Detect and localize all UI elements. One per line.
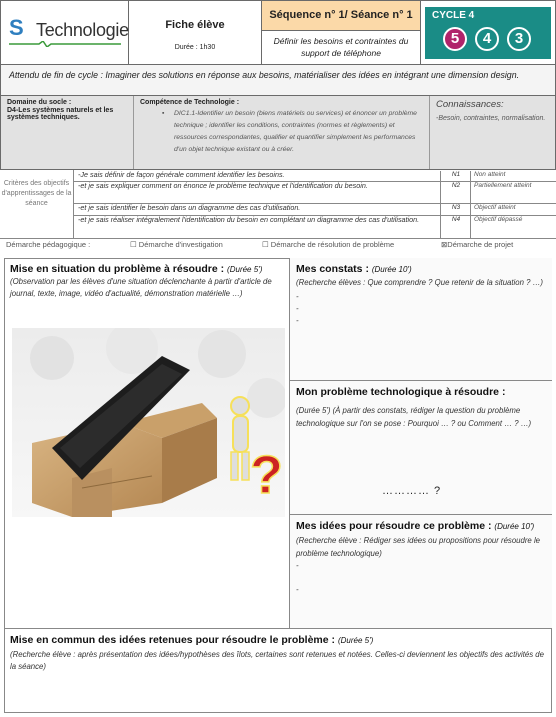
- critere-level: Objectif atteint: [470, 204, 556, 216]
- mise-en-situation-title: [10, 263, 283, 275]
- probleme-dots: ………… ?: [382, 485, 442, 497]
- probleme-title: Mon problème technologique à résoudre :: [296, 386, 506, 398]
- constats-dash: -: [296, 303, 299, 313]
- logo-s: S: [9, 15, 24, 40]
- cycle-badge: [425, 7, 551, 59]
- cycle-label: CYCLE 4: [432, 10, 475, 21]
- logo-pulse-icon: [9, 41, 121, 47]
- commun-duration: (Durée 5'): [337, 636, 374, 645]
- demarche-resolution-checkbox[interactable]: ☐ Démarche de résolution de problème: [262, 240, 395, 249]
- commun-title: [10, 634, 546, 646]
- critere-level: Partiellement atteint: [470, 182, 556, 204]
- constats-title-text: Mes constats :: [296, 263, 369, 275]
- attendu-fin-cycle: Attendu de fin de cycle : Imaginer des solutions en réponse aux besoins, matérialiser des idées en intégrant une dimension design.: [0, 65, 556, 96]
- sequence-title: Séquence n° 1/ Séance n° 1: [262, 1, 420, 31]
- cycle-number-3: 3: [507, 27, 531, 51]
- mise-body: (Observation par les élèves d'une situation déclenchante à partir d'article de journal, texte, image, vidéo d'actualité, démonstration matérielle …): [10, 277, 272, 298]
- critere-text: -Je sais définir de façon générale comment identifier les besoins.: [78, 170, 285, 179]
- competence-technologie: [133, 96, 429, 169]
- domaine-socle: [1, 96, 133, 169]
- mise-title-text: Mise en situation du problème à résoudre :: [10, 263, 225, 275]
- demarche-row: [0, 238, 556, 249]
- fiche-duration: Durée : 1h30: [174, 44, 216, 51]
- sequence-subtitle: Définir les besoins et contraintes du support de téléphone: [273, 36, 409, 58]
- critere-text: -et je sais identifier le besoin dans un diagramme des cas d'utilisation.: [78, 203, 301, 212]
- idees-dash: -: [296, 561, 299, 570]
- idees-body: (Recherche élève : Rédiger ses idées ou propositions pour résoudre le problème technologique): [296, 536, 541, 558]
- critere-level-code: N4: [440, 216, 471, 239]
- probleme-body: (Durée 5') (À partir des constats, rédiger la question du problème technologique sur l'on se pose : Pourquoi … ? ou Comment … ? …): [296, 406, 532, 428]
- domaine-text: D4-Les systèmes naturels et les systèmes techniques.: [7, 107, 114, 121]
- constats-dashes: [296, 291, 546, 327]
- phone-stand-illustration: [12, 328, 285, 517]
- cycle-cell: [421, 0, 556, 65]
- commun-title-text: Mise en commun des idées retenues pour résoudre le problème :: [10, 634, 336, 646]
- logo-text: Technologie: [36, 20, 129, 40]
- constats-dash: -: [296, 315, 299, 325]
- competence-block: [162, 108, 423, 156]
- probleme-panel: [290, 380, 552, 514]
- idees-title-text: Mes idées pour résoudre ce problème :: [296, 520, 492, 532]
- constats-duration: (Durée 10'): [371, 265, 412, 274]
- domaine-label: Domaine du socle :: [7, 99, 72, 106]
- idees-panel: [290, 514, 552, 628]
- bullet-icon: ▪: [162, 110, 165, 117]
- competence-label: Compétence de Technologie :: [140, 99, 240, 106]
- constats-body: (Recherche élèves : Que comprendre ? Que retenir de la situation ? …): [296, 278, 544, 287]
- connaissances-text: -Besoin, contraintes, normalisation.: [436, 115, 546, 122]
- sequence-cell: [262, 0, 421, 65]
- fiche-title: Fiche élève: [165, 19, 225, 31]
- competence-text: DIC1.1-Identifier un besoin (biens matériels ou services) et énoncer un problème technique ; identifier les conditions, contraintes (normes et règlements) et ressources correspondantes, qualifier et quantifier simplement les performances d'un objet technique existant ou à créer.: [174, 110, 417, 153]
- technologie-logo: [9, 13, 127, 51]
- critere-level-code: N1: [440, 171, 471, 182]
- idees-duration: (Durée 10'): [494, 522, 535, 531]
- mise-en-commun-panel: [4, 628, 552, 713]
- critere-text: -et je sais réaliser intégralement l'identification du besoin en complétant un diagramme des cas d'utilisation.: [78, 215, 420, 224]
- connaissances-label: Connaissances:: [436, 99, 504, 110]
- constats-panel: [290, 258, 552, 380]
- demarche-label: Démarche pédagogique :: [6, 240, 91, 249]
- idees-title: [296, 520, 546, 532]
- critere-row: [74, 181, 556, 204]
- critere-level-code: N3: [440, 204, 471, 216]
- svg-text:?: ?: [250, 445, 283, 505]
- criteres-table: [0, 170, 556, 238]
- critere-text: -et je sais expliquer comment on énonce le problème technique et l'identification du besoin.: [78, 181, 368, 190]
- idees-dash: -: [296, 584, 299, 594]
- mise-duration: (Durée 5'): [227, 265, 263, 274]
- logo-cell: [0, 0, 129, 65]
- cycle-number-5: 5: [443, 27, 467, 51]
- critere-row: [74, 215, 556, 238]
- phone-stand-photo: [12, 328, 285, 517]
- socle-row: [0, 96, 556, 170]
- critere-level-code: N2: [440, 182, 471, 204]
- commun-body: (Recherche élève : après présentation des idées/hypothèses des îlots, certaines sont retenues et notées. Celles-ci deviennent les objectifs des activités de la séance): [10, 650, 544, 671]
- connaissances: [429, 96, 556, 169]
- demarche-investigation-checkbox[interactable]: ☐ Démarche d'investigation: [130, 240, 223, 249]
- fiche-cell: [129, 0, 262, 65]
- constats-dash: -: [296, 291, 299, 301]
- demarche-projet-checkbox[interactable]: ⊠Démarche de projet: [441, 240, 514, 249]
- constats-title: [296, 263, 546, 275]
- critere-level: Non atteint: [470, 171, 556, 182]
- criteres-label: Critères des objectifs d'apprentissages de la séance: [0, 170, 74, 238]
- cycle-number-4: 4: [475, 27, 499, 51]
- critere-level: Objectif dépassé: [470, 216, 556, 239]
